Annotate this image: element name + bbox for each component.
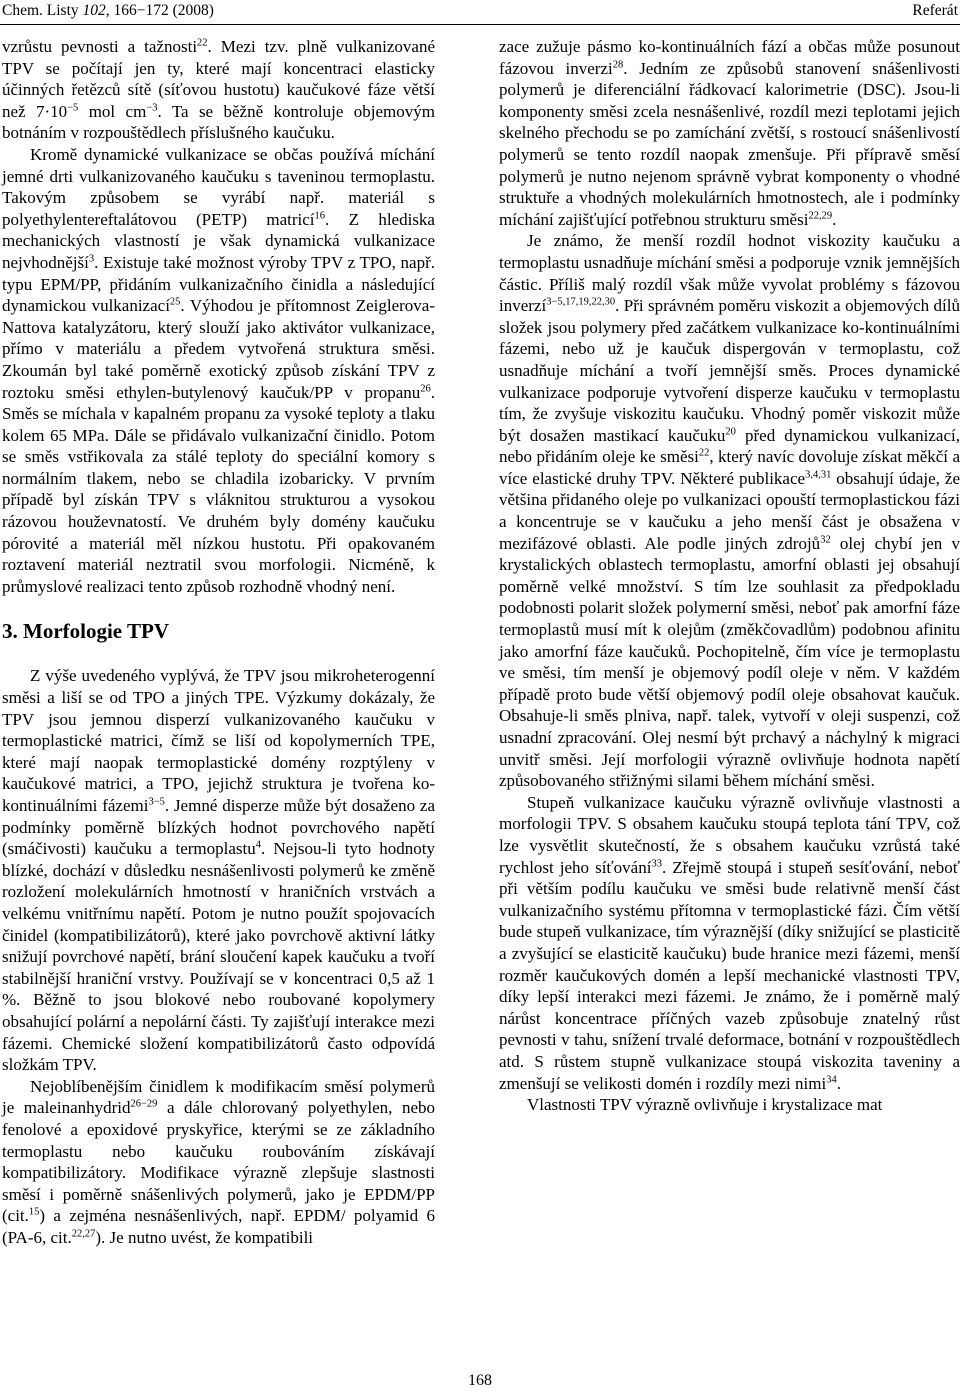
paragraph: Stupeň vulkanizace kaučuku výrazně ovlivňuje vlastnosti a morfologii TPV. S obsahem kaučuku stoupá teplota tání TPV, což lze vysvětlit skutečností, že s obsahem kaučuku vzrůstá také rychlost jeho síťování$^{33}$. Zřejmě stoupá i stupeň sesíťování, neboť při větším podílu kaučuku ve směsi bude relativně menší část vulkanizačního systému přítomna v termoplastické fázi. Čím větší bude stupeň vulkanizace, tím výraznější (díky snižující se plasticitě a zvyšující se elasticitě kaučuku) bude hranice mezi fázemi, menší rozměr kaučukových domén a lepší mechanické vlastnosti TPV, díky lepší interakci mezi fázemi. Je známo, že i poměrně malý nárůst koncentrace příčných vazeb způsobuje znatelný růst pevnosti v tahu, snížení trvalé deformace, botnání v rozpouštědlech atd. S růstem stupně vulkanizace stoupá viskozita taveniny a zmenšují se velikosti domén i rozdíly mezi nimi$^{34}$. [499,792,960,1093]
journal-name: Chem. Listy [2,2,83,19]
journal-pages: , 166−172 (2008) [105,2,214,19]
left-column [2,36,435,1248]
right-column [499,36,960,1116]
header-rule [0,24,960,25]
paragraph: Z výše uvedeného vyplývá, že TPV jsou mikroheterogenní směsi a liší se od TPO a jiných TPE. Výzkumy dokázaly, že TPV jsou jemnou disperzí vulkanizovaného kaučuku v termoplastické matrici, čímž se liší od kopolymerních TPE, které mají naopak termoplastické domény rozptýleny v kaučukové matrici, a TPO, jejichž struktura je tvořena ko-kontinuálními fázemi$^{3-5}$. Jemné disperze může být dosaženo za podmínky poměrně blízkých hodnot povrchového napětí (smáčivosti) kaučuku a termoplastu$^4$. Nejsou-li tyto hodnoty blízké, dochází v důsledku nesnášenlivosti polymerů ke změně rozložení molekulárních hmotností v hraničních vrstvách a velkému vnitřnímu napětí. Potom je nutno použít spojovacích činidel (kompatibilizátorů), které jako povrchově aktivní látky snižují povrchové napětí, brání sloučení kapek kaučuku a tvoří stabilnější hraniční vrstvy. Používají se v koncentraci 0,5 až 1 %. Běžně to jsou blokové nebo roubované kopolymery obsahující polární a nepolární části. Ty zajišťují interakce mezi fázemi. Chemické složení kompatibilizátorů často odpovídá složkám TPV. [2,666,435,1075]
paragraph: Nejoblíbenějším činidlem k modifikacím směsí polymerů je maleinanhydrid$^{26-29}$ a dále chlorovaný polyethylen, nebo fenolové a epoxidové pryskyřice, kterými se ze základního termoplastu nebo kaučuku roubováním získávají kompatibilizátory. Modifikace výrazně zlepšuje slastnosti směsí i poměrně snášenlivých polymerů, jako je EPDM/PP (cit.$^{15}$) a zejména nesnášenlivých, např. EPDM/ polyamid 6 (PA-6, cit.$^{22,27}$). Je nutno uvést, že kompatibili [2,1076,435,1247]
journal-volume: 102 [82,2,106,19]
paragraph: vzrůstu pevnosti a tažnosti$^{22}$. Mezi tzv. plně vulkanizované TPV se počítají jen ty, které mají koncentraci elasticky účinných řetězců sítě (síťovou hustotu) kaučukové fáze větší než $7\cdot 10^{-5}$ mol $cm^{-3}$. Ta se běžně kontroluje objemovým botnáním v rozpouštědlech příslušného kaučuku. [2,37,435,143]
page-number: 168 [468,1372,492,1389]
paragraph: zace zužuje pásmo ko-kontinuálních fází a občas může posunout fázovou inverzi$^{28}$. Jedním ze způsobů stanovení snášenlivosti polymerů je diferenciální řádkovací kalorimetrie (DSC). Jsou-li komponenty směsi zcela nesnášenlivé, rozdíl mezi teplotami jejich skelného přechodu se po zamíchání zvětší, s rostoucí snášenlivostí polymerů se tento rozdíl naopak zmenšuje. Při přípravě směsí polymerů je nutno nejenom správně vybrat komponenty o vhodné struktuře a vhodných molekulárních hmotnostech, ale i podmínky míchání zajišťující potřebnou strukturu směsi$^{22,29}$. [499,37,960,229]
running-header [0,0,960,22]
paragraph: Kromě dynamické vulkanizace se občas používá míchání jemné drti vulkanizovaného kaučuku s taveninou termoplastu. Takovým způsobem se vyrábí např. materiál s polyethylentereftalátovou (PETP) matricí$^{16}$. Z hlediska mechanických vlastností je však dynamická vulkanizace nejvhodnější$^3$. Existuje také možnost výroby TPV z TPO, např. typu EPM/PP, přidáním vulkanizačního činidla a následující dynamickou vulkanizací$^{25}$. Výhodou je přítomnost Zeiglerova-Nattova katalyzátoru, který slouží jako aktivátor vulkanizace, přímo v materiálu a předem vytvořená struktura směsi. Zkoumán byl také poměrně exotický způsob získání TPV z roztoku směsi ethylen-butylenový kaučuk/PP v propanu$^{26}$. Směs se míchala v kapalném propanu za vysoké teploty a tlaku kolem 65 MPa. Dále se přidávalo vulkanizační činidlo. Potom se směs vstřikovala za stálé teploty do speciální komory s normálním tlakem, nebo se chladila izobaricky. V prvním případě byl získán TPV s vláknitou strukturou a vysokou rázovou houževnatostí. Ve druhém byly domény kaučuku pórovité a materiál měl nízkou hustotu. Při opakovaném roztavení materiál neztratil svou morfologii. Nicméně, k průmyslové realizaci tento způsob rozhodně vhodný není. [2,144,435,596]
section-heading: 3. Morfologie TPV [2,619,169,644]
paragraph: Je známo, že menší rozdíl hodnot viskozity kaučuku a termoplastu usnadňuje míchání směsi a podporuje vznik jemnějších částic. Příliš malý rozdíl však může vyvolat problémy s fázovou inverzí$^{3-5,17,19,22,30}$. Při správném poměru viskozit a objemových dílů složek jsou polymery před začátkem vulkanizace ko-kontinuálními fázemi, nebo už je kaučuk dispergován v termoplastu, což usnadňuje míchání a tvoří jemnější směs. Proces dynamické vulkanizace podporuje vytvoření disperze kaučuku v termoplastu tím, že zvyšuje viskozitu kaučuku. Vhodný poměr viskozit může být dosažen mastikací kaučuku$^{20}$ před dynamickou vulkanizací, nebo přidáním oleje ke směsi$^{22}$, který navíc dovoluje získat měkčí a více elastické druhy TPV. Některé publikace$^{3,4,31}$ obsahují údaje, že většina přidaného oleje po vulkanizaci opouští termoplastickou fázi a koncentruje se v kaučuku a jeho menší část je obsažena v mezifázové oblasti. Ale podle jiných zdrojů$^{32}$ olej chybí jen v krystalických oblastech termoplastu, amorfní oblasti jej obsahují poměrně velké množství. S tím lze souhlasit za předpokladu podobnosti polarit složek polymerní směsi, neboť pak amorfní fáze termoplastů musí mít k olejům (změkčovadlům) podobnou afinitu jako amorfní fáze kaučuků. Pochopitelně, čím více je termoplastu ve směsi, tím menší je objemový podíl oleje v něm. V každém případě proto bude větší objemový podíl oleje obsahovat kaučuk. Obsahuje-li směs plniva, např. talek, vytvoří v oleji suspenzi, což usnadní zpracování. Olej nesmí být prchavý a náchylný k migraci unvitř směsi. Její morfologii výrazně ovlivňuje hodnota napětí způsobovaného střižnými silami během míchání směsi. [499,231,960,791]
paragraph: Vlastnosti TPV výrazně ovlivňuje i krystalizace mat [527,1095,883,1115]
section-label: Referát [912,2,958,19]
journal-citation [2,2,214,20]
